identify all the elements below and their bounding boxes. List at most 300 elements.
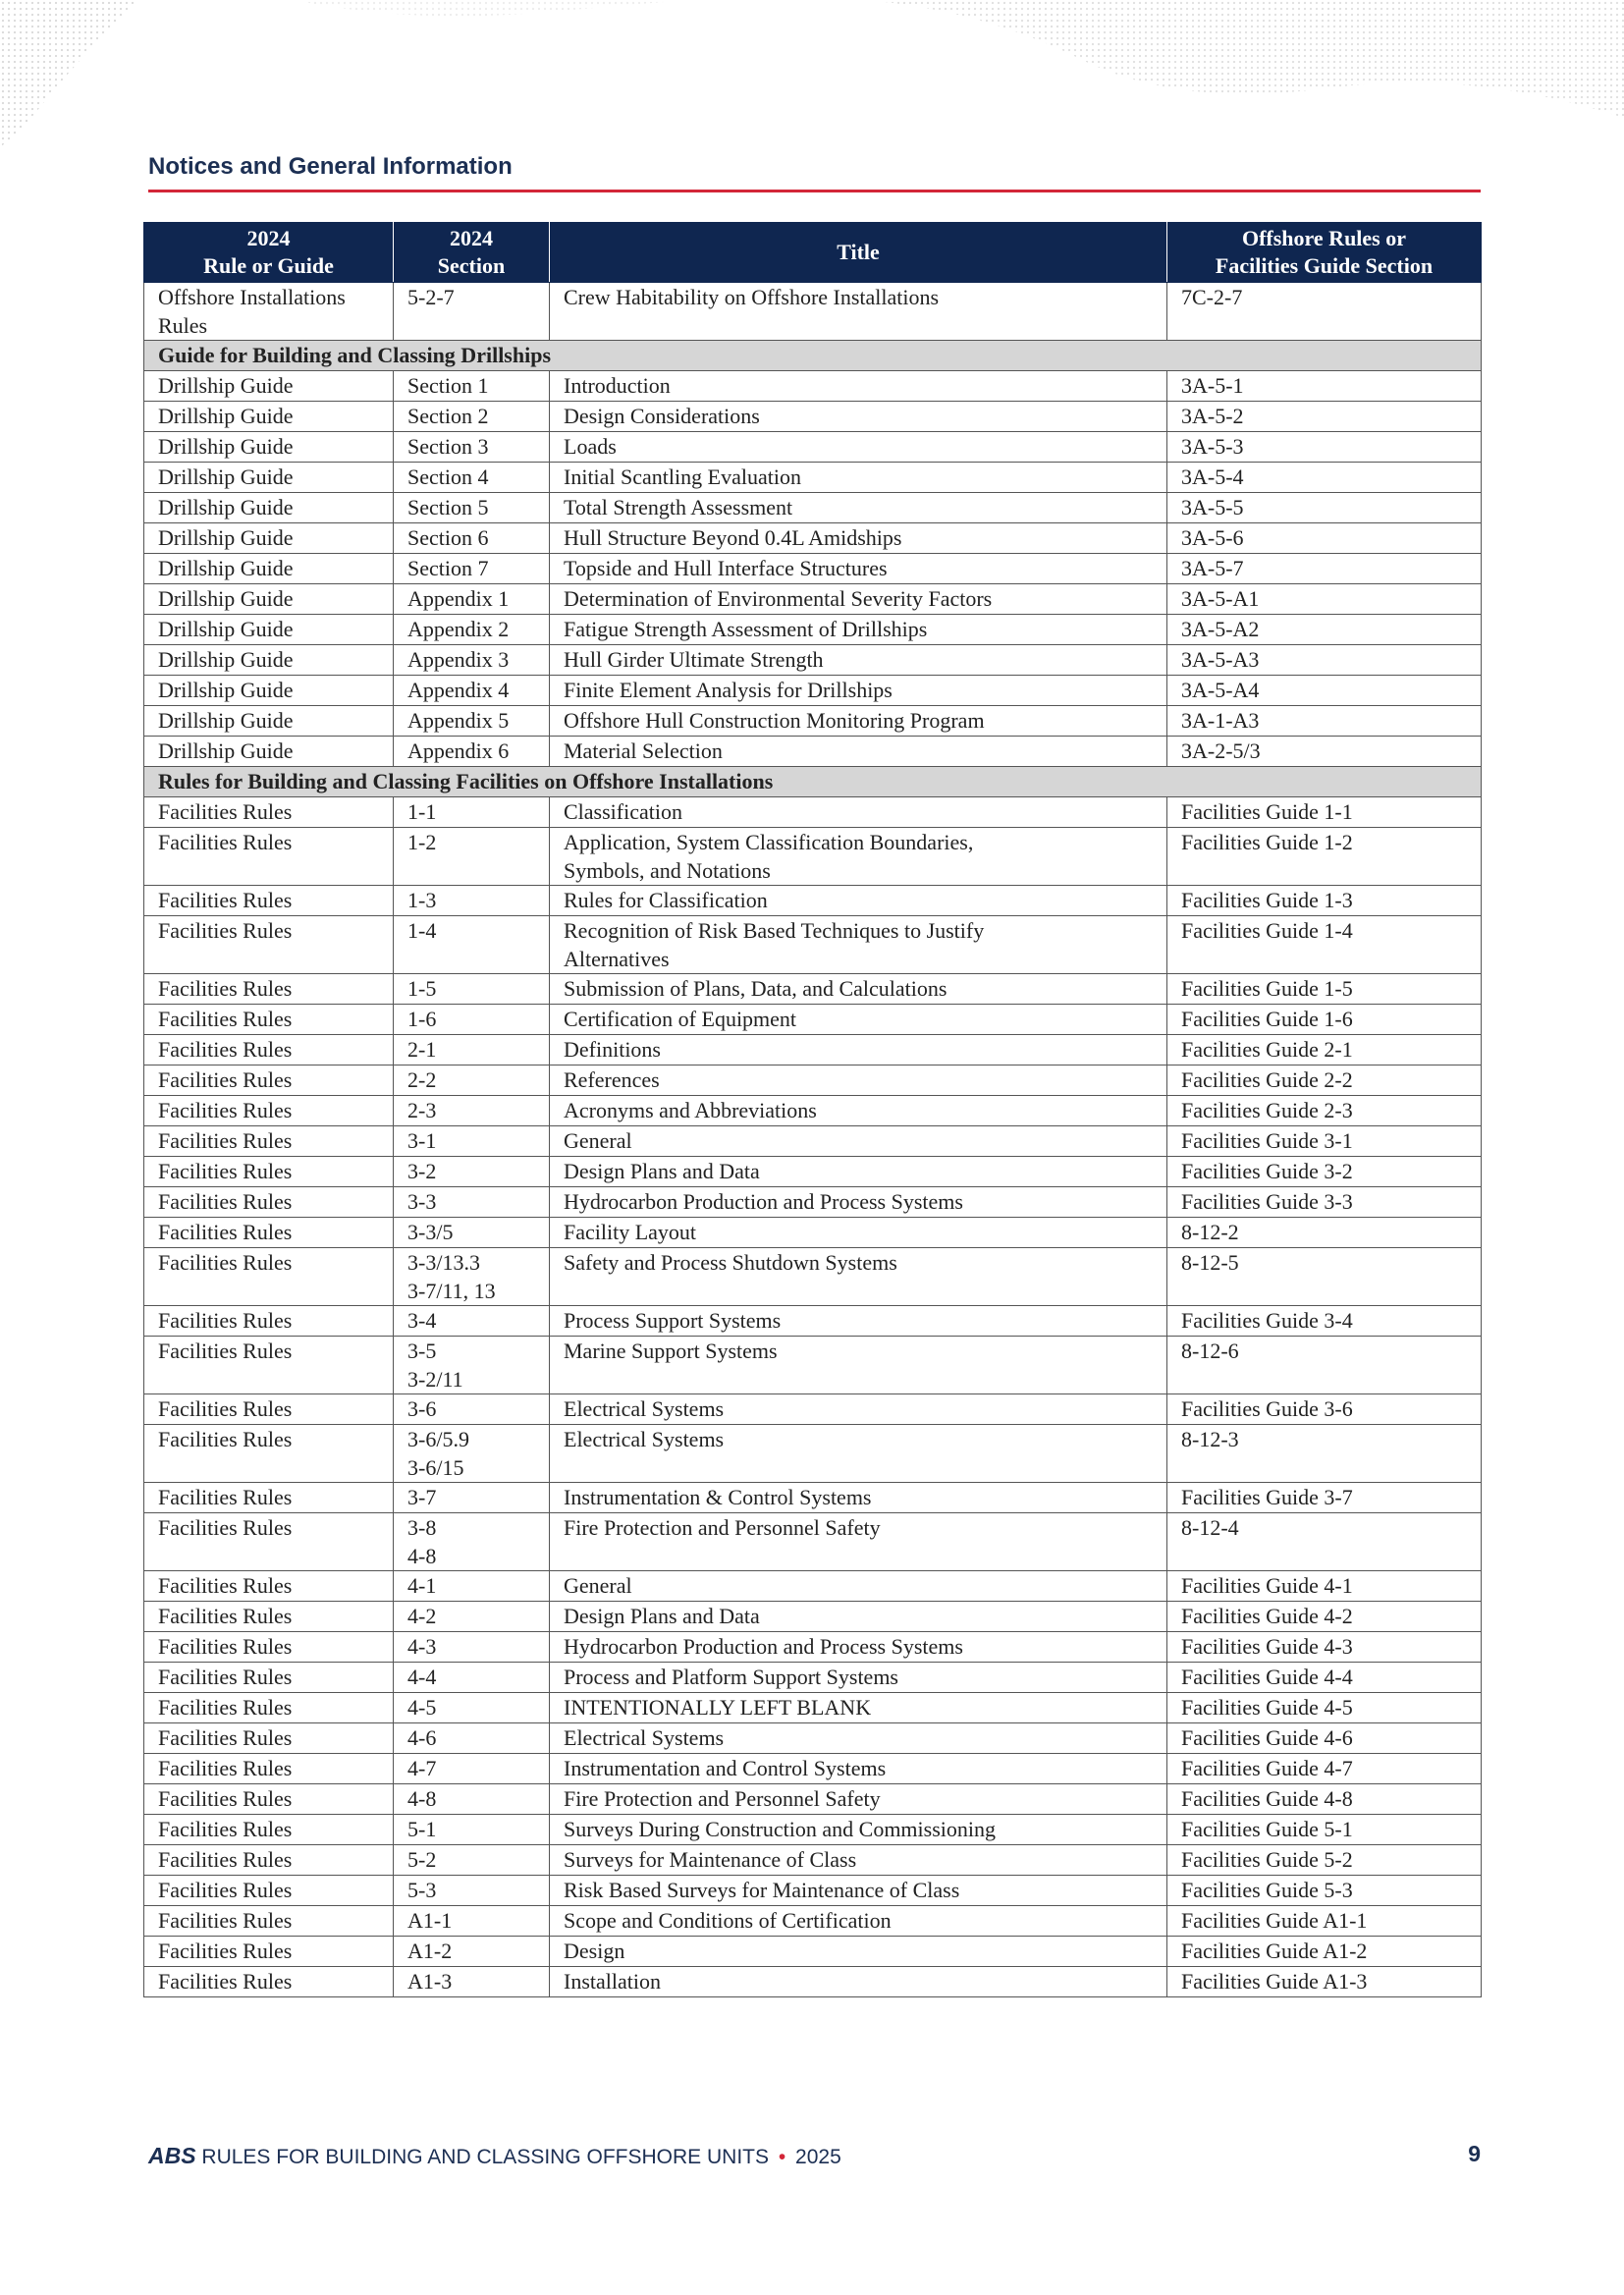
title-cell: [550, 797, 1167, 828]
cell-text: A1-1: [407, 1908, 453, 1933]
cell-text: Drillship Guide: [158, 678, 294, 702]
table-row: [144, 828, 1482, 886]
section-cell: [394, 645, 550, 676]
cell-text: 3A-5-A1: [1181, 586, 1260, 611]
cell-text: Drillship Guide: [158, 404, 294, 428]
cell-text: Section 7: [407, 556, 489, 580]
table-header: [144, 223, 1482, 283]
table-row: [144, 1937, 1482, 1967]
title-cell: [550, 1906, 1167, 1937]
cell-text: Facilities Rules: [158, 1878, 293, 1902]
offshore-section-cell: [1167, 1906, 1482, 1937]
title-cell: [550, 1483, 1167, 1513]
cell-text: Offshore Installations: [158, 285, 346, 309]
rule-or-guide-cell: [144, 974, 394, 1005]
title-cell: [550, 1337, 1167, 1394]
rule-or-guide-cell: [144, 1157, 394, 1187]
offshore-section-cell: [1167, 1632, 1482, 1663]
table-row: [144, 1394, 1482, 1425]
title-cell: [550, 706, 1167, 737]
cell-text: 2-2: [407, 1067, 437, 1092]
section-cell: [394, 1845, 550, 1876]
title-cell: [550, 676, 1167, 706]
cell-text: Facilities Rules: [158, 1098, 293, 1122]
cell-text: Hydrocarbon Production and Process Systems: [564, 1634, 963, 1659]
cell-text: Facilities Guide 1-4: [1181, 918, 1353, 943]
table-row: [144, 1845, 1482, 1876]
cell-text: Appendix 4: [407, 678, 510, 702]
title-cell: [550, 1693, 1167, 1723]
title-cell: [550, 1066, 1167, 1096]
section-cell: [394, 523, 550, 554]
cell-text: 4-6: [407, 1725, 437, 1750]
offshore-section-cell: [1167, 1157, 1482, 1187]
rule-or-guide-cell: [144, 371, 394, 402]
section-cell: [394, 584, 550, 615]
cell-text: Appendix 2: [407, 617, 510, 641]
cell-text: Section 2: [407, 404, 489, 428]
section-cell: [394, 1632, 550, 1663]
page-number: 9: [1468, 2141, 1481, 2166]
offshore-section-cell: [1167, 1876, 1482, 1906]
cell-text: Process and Platform Support Systems: [564, 1665, 898, 1689]
table-row: [144, 1602, 1482, 1632]
section-cell: [394, 1967, 550, 1997]
title-divider: [148, 190, 1481, 192]
cell-text: Facilities Rules: [158, 1250, 293, 1275]
footer-publication-title: RULES FOR BUILDING AND CLASSING OFFSHORE UNITS: [201, 2146, 769, 2168]
table-row: [144, 432, 1482, 463]
section-cell: [394, 1187, 550, 1218]
cell-text: Symbols, and Notations: [564, 858, 771, 883]
rule-or-guide-cell: [144, 706, 394, 737]
rule-or-guide-cell: [144, 1967, 394, 1997]
cell-text: 1-5: [407, 976, 437, 1001]
cell-text: 3-3/13.3: [407, 1250, 480, 1275]
cell-text: 4-8: [407, 1544, 437, 1568]
offshore-section-cell: [1167, 676, 1482, 706]
cell-text: Drillship Guide: [158, 586, 294, 611]
cell-text: Facilities Guide 1-1: [1181, 799, 1353, 824]
offshore-section-cell: [1167, 1035, 1482, 1066]
cell-text: Facilities Guide 1-2: [1181, 830, 1353, 854]
title-cell: [550, 1035, 1167, 1066]
title-cell: [550, 645, 1167, 676]
cell-text: 3-6/15: [407, 1455, 464, 1480]
group-heading: Guide for Building and Classing Drillships: [144, 341, 1482, 371]
section-cell: [394, 1937, 550, 1967]
section-cell: [394, 1723, 550, 1754]
cell-text: Drillship Guide: [158, 525, 294, 550]
rule-or-guide-cell: [144, 463, 394, 493]
cell-text: 2-3: [407, 1098, 437, 1122]
table-row: [144, 676, 1482, 706]
section-cell: [394, 1005, 550, 1035]
section-cell: [394, 283, 550, 341]
table-row: [144, 615, 1482, 645]
title-cell: [550, 1632, 1167, 1663]
cell-text: Rules: [158, 313, 208, 338]
offshore-section-cell: [1167, 737, 1482, 767]
section-cell: [394, 1066, 550, 1096]
rule-or-guide-cell: [144, 1784, 394, 1815]
cell-text: Facilities Guide 4-1: [1181, 1573, 1353, 1598]
cell-text: Facilities Guide 3-2: [1181, 1159, 1353, 1183]
section-cell: [394, 1337, 550, 1394]
cell-text: Fatigue Strength Assessment of Drillships: [564, 617, 928, 641]
cell-text: Facilities Guide 4-2: [1181, 1604, 1353, 1628]
table-row: [144, 974, 1482, 1005]
offshore-section-cell: [1167, 1005, 1482, 1035]
title-cell: [550, 584, 1167, 615]
cell-text: Facilities Rules: [158, 1908, 293, 1933]
cell-text: Facilities Guide 3-6: [1181, 1396, 1353, 1421]
cell-text: Facilities Rules: [158, 1189, 293, 1214]
rule-or-guide-cell: [144, 1066, 394, 1096]
cell-text: Facilities Rules: [158, 1067, 293, 1092]
cell-text: Application, System Classification Boundaries,: [564, 830, 974, 854]
cell-text: Hull Structure Beyond 0.4L Amidships: [564, 525, 902, 550]
cell-text: Rules for Classification: [564, 888, 768, 912]
cell-text: Facilities Rules: [158, 1515, 293, 1540]
cell-text: INTENTIONALLY LEFT BLANK: [564, 1695, 872, 1720]
cell-text: Submission of Plans, Data, and Calculations: [564, 976, 947, 1001]
offshore-section-cell: [1167, 1394, 1482, 1425]
title-cell: [550, 1187, 1167, 1218]
cell-text: Facilities Rules: [158, 1786, 293, 1811]
cell-text: 3A-5-3: [1181, 434, 1244, 459]
cell-text: 3-7: [407, 1485, 437, 1509]
table-group-row: [144, 767, 1482, 797]
cell-text: Facilities Guide 2-3: [1181, 1098, 1353, 1122]
title-cell: [550, 283, 1167, 341]
title-cell: [550, 1815, 1167, 1845]
rule-or-guide-cell: [144, 1425, 394, 1483]
footer-year: 2025: [795, 2146, 841, 2168]
offshore-section-cell: [1167, 1425, 1482, 1483]
rule-or-guide-cell: [144, 402, 394, 432]
table-row: [144, 1096, 1482, 1126]
cell-text: 1-4: [407, 918, 437, 943]
cell-text: 4-8: [407, 1786, 437, 1811]
offshore-section-cell: [1167, 1602, 1482, 1632]
offshore-section-cell: [1167, 615, 1482, 645]
table-row: [144, 283, 1482, 341]
title-cell: [550, 1425, 1167, 1483]
table-row: [144, 1967, 1482, 1997]
table-row: [144, 1723, 1482, 1754]
cell-text: Facilities Rules: [158, 1037, 293, 1062]
section-cell: [394, 432, 550, 463]
title-cell: [550, 1394, 1167, 1425]
column-header-title: Title: [550, 223, 1167, 283]
cell-text: Appendix 1: [407, 586, 510, 611]
cell-text: Facilities Guide 5-2: [1181, 1847, 1353, 1872]
cell-text: Facilities Rules: [158, 1695, 293, 1720]
cell-text: 8-12-6: [1181, 1339, 1239, 1363]
offshore-section-cell: [1167, 584, 1482, 615]
table-row: [144, 1066, 1482, 1096]
table-row: [144, 1571, 1482, 1602]
offshore-section-cell: [1167, 463, 1482, 493]
cell-text: Facilities Rules: [158, 1396, 293, 1421]
cell-text: Facilities Rules: [158, 830, 293, 854]
title-cell: [550, 1096, 1167, 1126]
cell-text: Facilities Rules: [158, 1939, 293, 1963]
section-cell: [394, 1248, 550, 1306]
table-row: [144, 916, 1482, 974]
rule-or-guide-cell: [144, 797, 394, 828]
cell-text: Facilities Rules: [158, 1339, 293, 1363]
cell-text: Facility Layout: [564, 1220, 697, 1244]
cell-text: Facilities Guide 4-6: [1181, 1725, 1353, 1750]
rule-or-guide-cell: [144, 615, 394, 645]
section-cell: [394, 1754, 550, 1784]
section-cell: [394, 1663, 550, 1693]
cell-text: 1-2: [407, 830, 437, 854]
cell-text: Facilities Guide 4-7: [1181, 1756, 1353, 1780]
cell-text: Design Considerations: [564, 404, 760, 428]
title-cell: [550, 737, 1167, 767]
rule-or-guide-cell: [144, 523, 394, 554]
cell-text: 3-1: [407, 1128, 437, 1153]
cell-text: 3-3/5: [407, 1220, 454, 1244]
title-cell: [550, 1663, 1167, 1693]
cell-text: 8-12-5: [1181, 1250, 1239, 1275]
section-cell: [394, 493, 550, 523]
cell-text: Facilities Rules: [158, 1220, 293, 1244]
table-row: [144, 1126, 1482, 1157]
title-cell: [550, 402, 1167, 432]
section-cell: [394, 1218, 550, 1248]
cell-text: Electrical Systems: [564, 1427, 725, 1451]
cell-text: A1-3: [407, 1969, 453, 1994]
section-cell: [394, 554, 550, 584]
cell-text: Section 5: [407, 495, 489, 519]
cell-text: 1-3: [407, 888, 437, 912]
offshore-section-cell: [1167, 1937, 1482, 1967]
rule-or-guide-cell: [144, 1218, 394, 1248]
cell-text: 3-2/11: [407, 1367, 463, 1392]
cell-text: 4-4: [407, 1665, 437, 1689]
cell-text: 3A-5-6: [1181, 525, 1244, 550]
rule-or-guide-cell: [144, 1815, 394, 1845]
table-row: [144, 886, 1482, 916]
title-cell: [550, 1157, 1167, 1187]
cell-text: 3A-1-A3: [1181, 708, 1260, 733]
title-cell: [550, 974, 1167, 1005]
table-row: [144, 737, 1482, 767]
cell-text: 3-6/5.9: [407, 1427, 469, 1451]
section-cell: [394, 1784, 550, 1815]
cell-text: Facilities Rules: [158, 888, 293, 912]
cell-text: Initial Scantling Evaluation: [564, 464, 801, 489]
column-header-rule-or-guide: 2024 Rule or Guide: [144, 223, 394, 283]
title-cell: [550, 1571, 1167, 1602]
offshore-section-cell: [1167, 797, 1482, 828]
rule-or-guide-cell: [144, 1754, 394, 1784]
cell-text: Process Support Systems: [564, 1308, 782, 1333]
section-cell: [394, 1513, 550, 1571]
section-cell: [394, 1876, 550, 1906]
offshore-section-cell: [1167, 1815, 1482, 1845]
cell-text: Facilities Guide 1-6: [1181, 1007, 1353, 1031]
rule-or-guide-cell: [144, 916, 394, 974]
cell-text: Introduction: [564, 373, 671, 398]
rule-or-guide-cell: [144, 1906, 394, 1937]
title-cell: [550, 828, 1167, 886]
cell-text: Section 6: [407, 525, 489, 550]
cell-text: 3-4: [407, 1308, 437, 1333]
cell-text: Facilities Rules: [158, 1427, 293, 1451]
cell-text: Crew Habitability on Offshore Installations: [564, 285, 940, 309]
table-row: [144, 1815, 1482, 1845]
group-heading: Rules for Building and Classing Facilities on Offshore Installations: [144, 767, 1482, 797]
cell-text: Drillship Guide: [158, 434, 294, 459]
title-cell: [550, 1876, 1167, 1906]
cell-text: Drillship Guide: [158, 738, 294, 763]
table-row: [144, 1754, 1482, 1784]
rule-or-guide-cell: [144, 283, 394, 341]
table-row: [144, 1248, 1482, 1306]
section-cell: [394, 1157, 550, 1187]
cell-text: General: [564, 1128, 632, 1153]
offshore-section-cell: [1167, 1513, 1482, 1571]
title-cell: [550, 1602, 1167, 1632]
table-row: [144, 645, 1482, 676]
title-cell: [550, 615, 1167, 645]
cell-text: Certification of Equipment: [564, 1007, 797, 1031]
cell-text: Facilities Rules: [158, 1485, 293, 1509]
cell-text: Facilities Guide 4-5: [1181, 1695, 1353, 1720]
section-cell: [394, 1906, 550, 1937]
cell-text: Facilities Rules: [158, 1817, 293, 1841]
rule-or-guide-cell: [144, 828, 394, 886]
section-cell: [394, 1425, 550, 1483]
cell-text: Finite Element Analysis for Drillships: [564, 678, 893, 702]
rule-or-guide-cell: [144, 1337, 394, 1394]
cell-text: Electrical Systems: [564, 1396, 725, 1421]
cell-text: Recognition of Risk Based Techniques to Justify: [564, 918, 985, 943]
cell-text: 8-12-4: [1181, 1515, 1239, 1540]
cell-text: 3-7/11, 13: [407, 1279, 496, 1303]
table-row: [144, 1337, 1482, 1394]
cell-text: 8-12-3: [1181, 1427, 1239, 1451]
table-row: [144, 1632, 1482, 1663]
section-cell: [394, 615, 550, 645]
table-row: [144, 706, 1482, 737]
rule-or-guide-cell: [144, 493, 394, 523]
rule-or-guide-cell: [144, 1693, 394, 1723]
title-cell: [550, 493, 1167, 523]
table-row: [144, 797, 1482, 828]
cell-text: Facilities Guide 1-5: [1181, 976, 1353, 1001]
cell-text: 2-1: [407, 1037, 437, 1062]
table-row: [144, 1306, 1482, 1337]
offshore-section-cell: [1167, 1723, 1482, 1754]
cell-text: 3-8: [407, 1515, 437, 1540]
rule-or-guide-cell: [144, 554, 394, 584]
table-row: [144, 1218, 1482, 1248]
table-row: [144, 1035, 1482, 1066]
offshore-section-cell: [1167, 645, 1482, 676]
rule-or-guide-cell: [144, 1632, 394, 1663]
cell-text: Definitions: [564, 1037, 661, 1062]
cell-text: Safety and Process Shutdown Systems: [564, 1250, 897, 1275]
rule-or-guide-cell: [144, 1126, 394, 1157]
cell-text: Appendix 5: [407, 708, 510, 733]
offshore-section-cell: [1167, 706, 1482, 737]
rule-or-guide-cell: [144, 1663, 394, 1693]
offshore-section-cell: [1167, 1187, 1482, 1218]
cell-text: Installation: [564, 1969, 661, 1994]
cell-text: 4-5: [407, 1695, 437, 1720]
cell-text: Facilities Rules: [158, 918, 293, 943]
title-cell: [550, 432, 1167, 463]
offshore-section-cell: [1167, 1663, 1482, 1693]
section-cell: [394, 371, 550, 402]
section-cell: [394, 1096, 550, 1126]
section-cell: [394, 1035, 550, 1066]
rule-or-guide-cell: [144, 1187, 394, 1218]
rule-or-guide-cell: [144, 1513, 394, 1571]
cell-text: Drillship Guide: [158, 556, 294, 580]
title-cell: [550, 1754, 1167, 1784]
cell-text: 4-2: [407, 1604, 437, 1628]
table-row: [144, 493, 1482, 523]
column-header-section: 2024 Section: [394, 223, 550, 283]
title-cell: [550, 1306, 1167, 1337]
cell-text: 5-2: [407, 1847, 437, 1872]
title-cell: [550, 886, 1167, 916]
cell-text: Appendix 3: [407, 647, 510, 672]
table-row: [144, 554, 1482, 584]
title-cell: [550, 916, 1167, 974]
cell-text: Facilities Guide A1-3: [1181, 1969, 1368, 1994]
table-row: [144, 371, 1482, 402]
offshore-section-cell: [1167, 1784, 1482, 1815]
cell-text: 3A-5-A2: [1181, 617, 1260, 641]
cell-text: Facilities Rules: [158, 1665, 293, 1689]
offshore-section-cell: [1167, 1483, 1482, 1513]
cell-text: Facilities Rules: [158, 1128, 293, 1153]
cell-text: 3-5: [407, 1339, 437, 1363]
title-cell: [550, 1005, 1167, 1035]
cell-text: Facilities Guide 1-3: [1181, 888, 1353, 912]
cell-text: 4-1: [407, 1573, 437, 1598]
cell-text: 1-1: [407, 799, 437, 824]
cell-text: Fire Protection and Personnel Safety: [564, 1515, 881, 1540]
rule-or-guide-cell: [144, 1096, 394, 1126]
title-cell: [550, 523, 1167, 554]
cell-text: Facilities Rules: [158, 1969, 293, 1994]
cell-text: Alternatives: [564, 947, 670, 971]
cell-text: 3A-5-2: [1181, 404, 1244, 428]
cell-text: Facilities Rules: [158, 1756, 293, 1780]
cell-text: Facilities Guide A1-2: [1181, 1939, 1368, 1963]
abs-logo: ABS: [148, 2143, 196, 2168]
header-row: [144, 223, 1482, 283]
offshore-section-cell: [1167, 1218, 1482, 1248]
footer: [148, 2143, 841, 2169]
offshore-section-cell: [1167, 432, 1482, 463]
offshore-section-cell: [1167, 1571, 1482, 1602]
section-cell: [394, 1306, 550, 1337]
rule-or-guide-cell: [144, 676, 394, 706]
title-cell: [550, 1248, 1167, 1306]
offshore-section-cell: [1167, 1096, 1482, 1126]
cell-text: 4-3: [407, 1634, 437, 1659]
